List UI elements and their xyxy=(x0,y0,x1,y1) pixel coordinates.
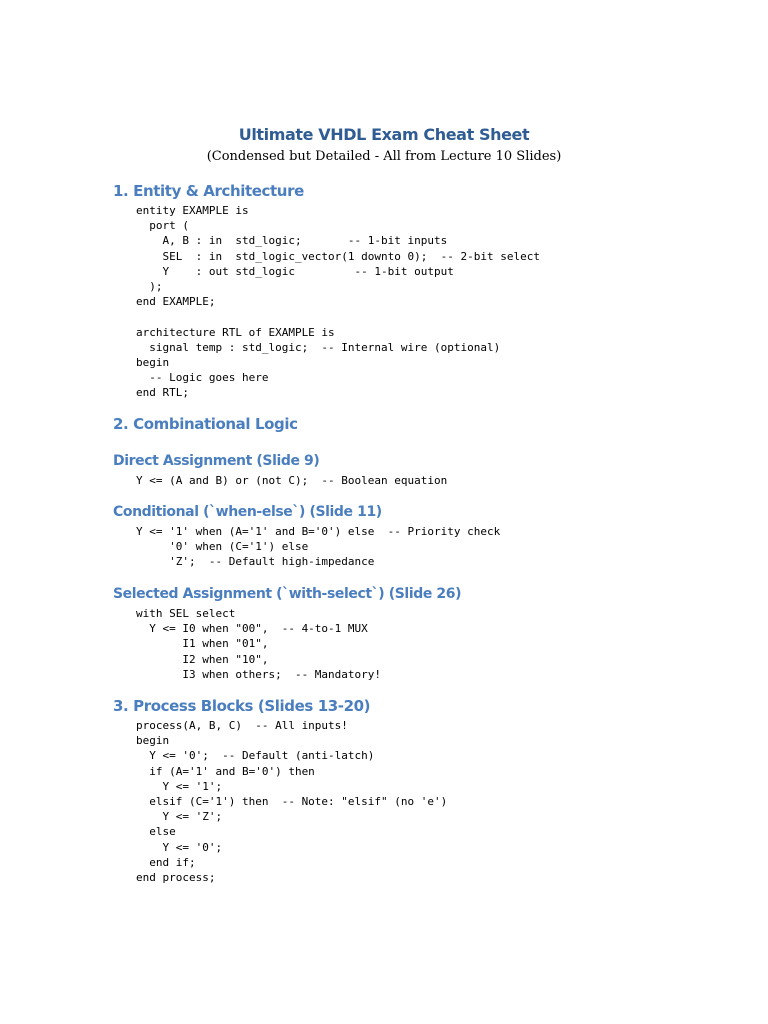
code-block-process: process(A, B, C) -- All inputs! begin Y <= '0'; -- Default (anti-latch) if (A='1' and B='0') then Y <= '1'; elsif (C='1') then -- Note: "elsif" (no 'e') Y <= 'Z'; else Y <= '0'; end if; end process; xyxy=(136,719,448,885)
code-block-direct-assignment: Y <= (A and B) or (not C); -- Boolean equation xyxy=(136,474,448,487)
subsection-heading-direct-assignment: Direct Assignment (Slide 9) xyxy=(113,453,320,469)
page-title: Ultimate VHDL Exam Cheat Sheet xyxy=(238,125,530,144)
subsection-heading-conditional: Conditional (`when-else`) (Slide 11) xyxy=(113,504,382,520)
code-block-selected-assignment: with SEL select Y <= I0 when "00", -- 4-to-1 MUX I1 when "01", I2 when "10", I3 when others; -- Mandatory! xyxy=(136,607,382,681)
section-heading-entity-architecture: 1. Entity & Architecture xyxy=(113,182,304,200)
code-block-entity-architecture: entity EXAMPLE is port ( A, B : in std_logic; -- 1-bit inputs SEL : in std_logic_vector(1 downto 0); -- 2-bit select Y : out std_logic -- 1-bit output ); end EXAMPLE; architecture RTL of EXAMPLE is signal temp : std_logic; -- Internal wire (optional) begin -- Logic goes here end RTL; xyxy=(136,204,540,400)
subsection-heading-selected-assignment: Selected Assignment (`with-select`) (Slide 26) xyxy=(113,586,462,602)
code-block-conditional: Y <= '1' when (A='1' and B='0') else -- Priority check '0' when (C='1') else 'Z'; -- Default high-impedance xyxy=(136,525,501,569)
page-subtitle: (Condensed but Detailed - All from Lecture 10 Slides) xyxy=(206,149,562,164)
section-heading-combinational-logic: 2. Combinational Logic xyxy=(113,415,298,433)
section-heading-process-blocks: 3. Process Blocks (Slides 13-20) xyxy=(113,697,371,715)
